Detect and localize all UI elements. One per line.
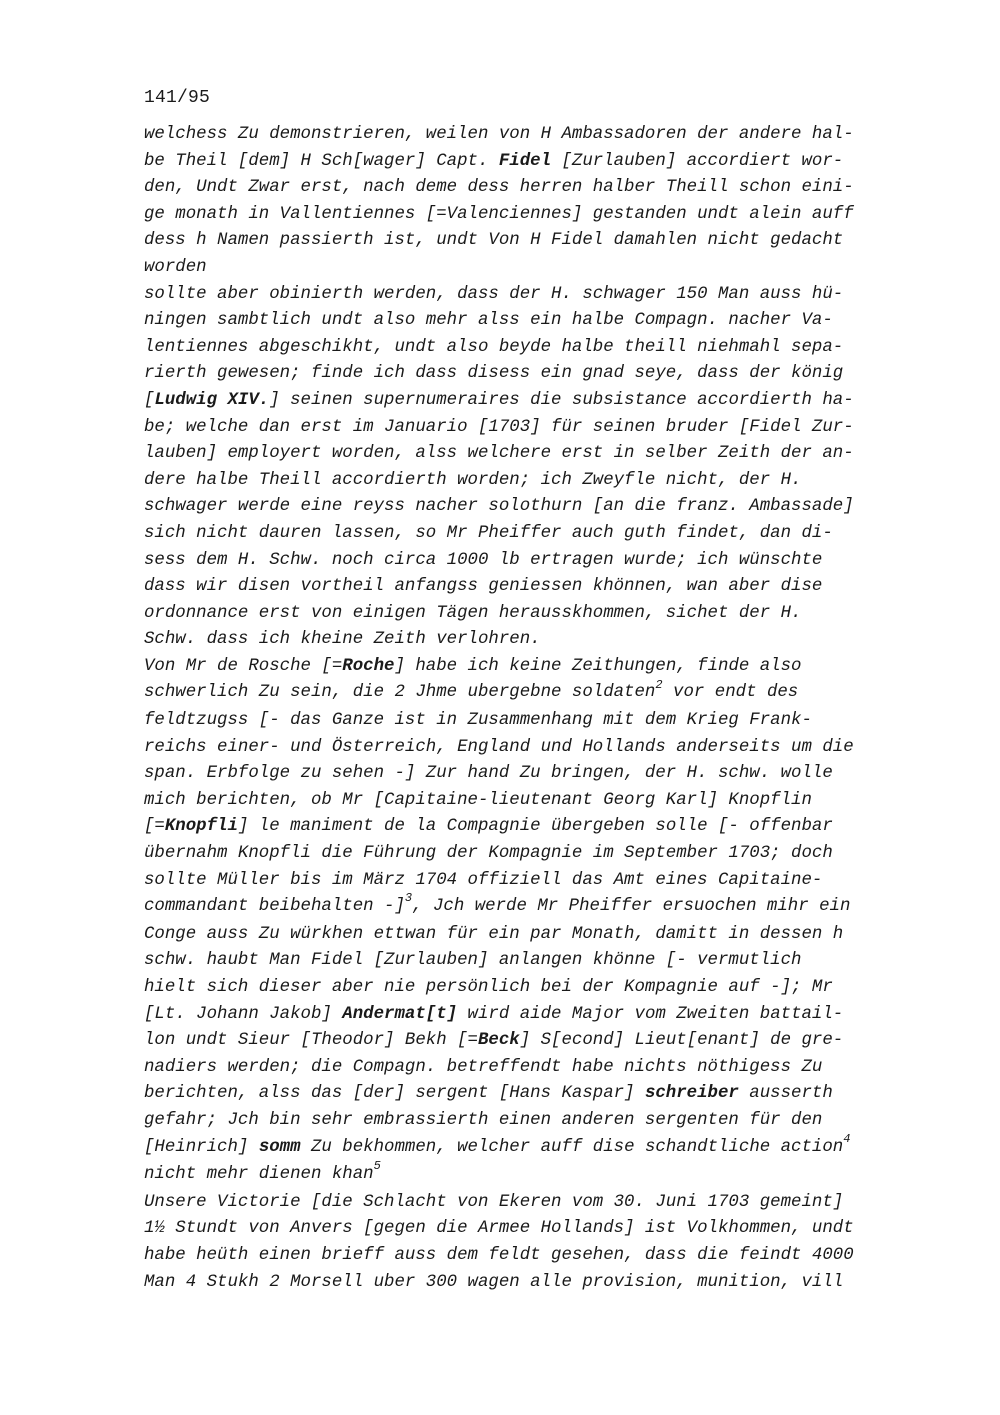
text-line [144,922,924,949]
text-line [144,948,924,975]
text-line [144,388,924,415]
text-segment: [ [144,390,155,410]
text-line [144,149,924,176]
text-line [144,677,924,708]
text-line [144,175,924,202]
text-line [144,1243,924,1270]
bold-name: Ludwig XIV. [154,390,270,410]
text-segment: reichs einer- und Österreich, England und Hollands anderseits um die [144,737,854,757]
text-segment: schwager werde eine reyss nacher solothurn [an die franz. Ambassade] [144,497,854,517]
text-line [144,122,924,149]
text-line [144,708,924,735]
text-segment: ] le maniment de la Compagnie übergeben solle [- offenbar [237,817,833,837]
text-segment: sess dem H. Schw. noch circa 1000 lb ertragen wurde; ich wünschte [144,550,823,570]
text-line [144,1159,924,1190]
text-line [144,494,924,521]
text-line [144,335,924,362]
text-line [144,282,924,309]
text-line [144,1028,924,1055]
text-line [144,788,924,815]
text-line [144,814,924,841]
text-segment: schw. haubt Man Fidel [Zurlauben] anlangen khönne [- vermutlich [144,951,802,971]
text-segment: , Jch werde Mr Pheiffer ersuochen mihr ein [412,897,851,917]
text-line [144,548,924,575]
text-line [144,735,924,762]
text-segment: ] habe ich keine Zeithungen, finde also [394,656,802,676]
text-line [144,1055,924,1082]
text-segment: ningen sambtlich undt also mehr alss ein halbe Compagn. nacher Va- [144,311,833,331]
text-line [144,1190,924,1217]
text-segment: ausserth [738,1084,833,1104]
transcription-text [144,122,924,1296]
text-segment: lon undt Sieur [Theodor] Bekh [= [144,1031,478,1051]
text-line [144,654,924,681]
page-number: 141/95 [144,88,211,108]
text-segment: nadiers werden; die Compagn. betreffendt habe nichts nöthigess Zu [144,1057,823,1077]
text-line [144,441,924,468]
text-segment: berichten, alss das [der] sergent [Hans Kaspar] [144,1084,645,1104]
text-line [144,361,924,388]
text-line [144,891,924,922]
text-segment: ] S[econd] Lieut[enant] de gre- [519,1031,844,1051]
footnote-marker: 2 [655,677,663,692]
text-line [144,761,924,788]
bold-name: Knopfli [164,817,238,837]
text-segment: [Zurlauben] accordiert wor- [551,151,844,171]
text-line [144,521,924,548]
bold-name: schreiber [644,1084,739,1104]
footnote-marker: 4 [843,1131,851,1146]
footnote-marker: 5 [373,1159,381,1174]
text-segment: sollte Müller bis im März 1704 offiziell das Amt eines Capitaine- [144,870,823,890]
text-segment: commandant beibehalten -] [144,897,405,917]
text-segment: lauben] employert worden, alss welchere erst in selber Zeith der an- [144,444,854,464]
text-segment: [= [144,817,165,837]
text-line [144,255,924,282]
text-segment: Man 4 Stukh 2 Morsell uber 300 wagen alle provision, munition, vill [144,1272,844,1292]
text-line [144,1131,924,1163]
text-segment: Unsere Victorie [die Schlacht von Ekeren vom 30. Juni 1703 gemeint] [144,1192,844,1212]
text-line [144,228,924,255]
text-segment: dess h Namen passierth ist, undt Von H Fidel damahlen nicht gedacht [144,231,844,251]
text-segment: Zu bekhommen, welcher auff dise schandtliche action [300,1137,844,1157]
text-segment: vor endt des [662,683,799,703]
bold-name: Roche [342,656,395,676]
bold-name: somm [258,1137,301,1157]
text-line [144,1270,924,1297]
text-line [144,202,924,229]
text-segment: worden [144,257,207,277]
text-segment: dass wir disen vortheil anfangss geniessen khönnen, wan aber dise [144,577,823,597]
text-segment: gefahr; Jch bin sehr embrassierth einen anderen sergenten für den [144,1110,823,1130]
text-segment: den, Undt Zwar erst, nach deme dess herren halber Theill schon eini- [144,178,854,198]
text-segment: Von Mr de Rosche [= [144,656,343,676]
text-segment: span. Erbfolge zu sehen -] Zur hand Zu bringen, der H. schw. wolle [144,764,833,784]
text-segment: ge monath in Vallentiennes [=Valenciennes] gestanden undt alein auff [144,204,854,224]
text-line [144,308,924,335]
text-line [144,574,924,601]
text-line [144,868,924,895]
text-segment: be; welche dan erst im Januario [1703] für seinen bruder [Fidel Zur- [144,417,854,437]
text-segment: habe heüth einen brieff auss dem feldt gesehen, dass die feindt 4000 [144,1245,854,1265]
text-line [144,627,924,654]
text-line [144,1081,924,1108]
text-line [144,1108,924,1135]
text-segment: sollte aber obinierth werden, dass der H. schwager 150 Man auss hü- [144,284,844,304]
text-segment: [Heinrich] [144,1137,259,1157]
text-segment: schwerlich Zu sein, die 2 Jhme ubergebne soldaten [144,683,656,703]
text-line [144,975,924,1002]
text-segment: sich nicht dauren lassen, so Mr Pheiffer auch guth findet, dan di- [144,523,833,543]
text-segment: lentiennes abgeschikht, undt also beyde halbe theill niehmahl sepa- [144,337,844,357]
text-segment: übernahm Knopfli die Führung der Kompagnie im September 1703; doch [144,844,833,864]
bold-name: Andermat[t] [342,1004,458,1024]
text-segment: mich berichten, ob Mr [Capitaine-lieutenant Georg Karl] Knopflin [144,790,812,810]
text-segment: nicht mehr dienen khan [144,1165,374,1185]
text-segment: Conge auss Zu würkhen ettwan für ein par Monath, damitt in dessen h [144,924,844,944]
text-segment: wird aide Major vom Zweiten battail- [457,1004,844,1024]
text-line [144,1002,924,1029]
text-segment: be Theil [dem] H Sch[wager] Capt. [144,151,499,171]
text-segment: rierth gewesen; finde ich dass disess ein gnad seye, dass der könig [144,364,844,384]
footnote-marker: 3 [404,891,413,906]
text-line [144,415,924,442]
text-line [144,841,924,868]
text-segment: Schw. dass ich kheine Zeith verlohren. [144,630,541,650]
bold-name: Fidel [498,151,552,171]
text-segment: feldtzugss [- das Ganze ist in Zusammenhang mit dem Krieg Frank- [144,711,812,731]
text-segment: [Lt. Johann Jakob] [144,1004,343,1024]
text-segment: 1½ Stundt von Anvers [gegen die Armee Hollands] ist Volkhommen, undt [144,1219,854,1239]
bold-name: Beck [477,1031,520,1051]
text-segment: ordonnance erst von einigen Tägen herausskhommen, sichet der H. [144,603,802,623]
text-segment: ] seinen supernumeraires die subsistance accordierth ha- [269,390,854,410]
text-segment: welchess Zu demonstrieren, weilen von H Ambassadoren der andere hal- [144,125,854,144]
text-segment: dere halbe Theill accordierth worden; ich Zweyfle nicht, der H. [144,470,802,490]
text-segment: hielt sich dieser aber nie persönlich bei der Kompagnie auf -]; Mr [144,978,833,997]
text-line [144,1216,924,1243]
text-line [144,468,924,495]
text-line [144,601,924,628]
